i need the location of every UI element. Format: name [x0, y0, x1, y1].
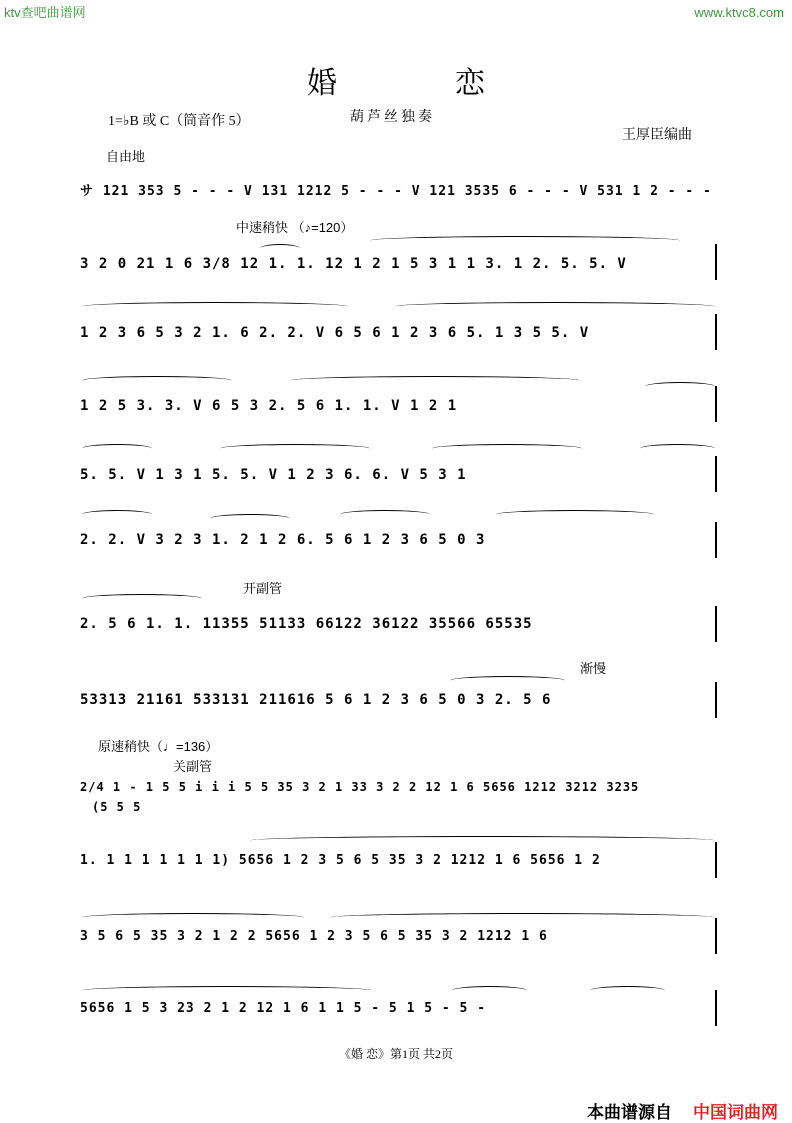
slur — [370, 236, 680, 245]
slur — [290, 376, 580, 385]
slur — [496, 510, 654, 519]
bar-line — [715, 990, 717, 1026]
slur — [82, 302, 348, 311]
bar-line — [715, 386, 717, 422]
source-label: 本曲谱源自 — [587, 1103, 672, 1122]
bar-line — [715, 918, 717, 954]
slur — [82, 510, 152, 519]
watermark-right: www.ktvc8.com — [694, 5, 784, 20]
key-signature: 1=♭B 或 C（筒音作 5） — [108, 114, 250, 129]
tempo-slower: 渐慢 — [580, 661, 607, 676]
score-row-9: 2/4 1 - 1 5 5 i i i 5 5 35 3 2 1 33 3 2 2 12 1 6 5656 1212 3212 3235 — [80, 780, 640, 794]
slur — [450, 676, 565, 685]
slur — [432, 444, 582, 453]
tempo-close-pipe: 关副管 — [173, 759, 213, 774]
bar-line — [715, 314, 717, 350]
score-row-11: 3 5 6 5 35 3 2 1 2 2 5656 1 2 3 5 6 5 35 3 2 1212 1 6 — [80, 929, 548, 944]
page-footer: 《婚 恋》第1页 共2页 — [338, 1047, 453, 1061]
bar-line — [715, 456, 717, 492]
slur — [645, 382, 715, 391]
source-site-link[interactable]: 中国词曲网 — [693, 1103, 778, 1122]
slur — [260, 244, 300, 253]
tempo-original: 原速稍快（♩=136） — [98, 739, 219, 754]
slur — [250, 836, 715, 845]
score-row-4: 1 2 5 3. 3. V 6 5 3 2. 5 6 1. 1. V 1 2 1 — [80, 398, 458, 414]
score-row-2: 3 2 0 21 1 6 3/8 12 1. 1. 12 1 2 1 5 3 1 1 3. 1 2. 5. 5. V — [80, 256, 627, 272]
slur — [82, 986, 372, 995]
slur — [395, 302, 715, 311]
bar-line — [715, 244, 717, 280]
slur — [590, 986, 665, 995]
second-voice: (5 5 5 — [92, 800, 142, 814]
slur — [640, 444, 715, 453]
watermark-left: ktv查吧曲谱网 — [4, 5, 86, 20]
score-row-7: 2. 5 6 1. 1. 11355 51133 66122 36122 35566 65535 — [80, 616, 533, 632]
slur — [340, 510, 430, 519]
slur — [220, 444, 370, 453]
score-row-3: 1 2 3 6 5 3 2 1. 6 2. 2. V 6 5 6 1 2 3 6 5. 1 3 5 5. V — [80, 325, 590, 341]
score-row-8: 53313 21161 533131 211616 5 6 1 2 3 6 5 0 3 2. 5 6 — [80, 692, 552, 708]
slur — [82, 913, 304, 922]
score-row-12: 5656 1 5 3 23 2 1 2 12 1 6 1 1 5 - 5 1 5 - 5 - — [80, 1001, 487, 1016]
tempo-moderate: 中速稍快 （♪=120） — [236, 220, 354, 235]
slur — [330, 913, 715, 922]
slur — [82, 594, 202, 603]
bar-line — [715, 522, 717, 558]
score-row-10: 1. 1 1 1 1 1 1 1) 5656 1 2 3 5 6 5 35 3 2 1212 1 6 5656 1 2 — [80, 853, 601, 868]
score-row-5: 5. 5. V 1 3 1 5. 5. V 1 2 3 6. 6. V 5 3 1 — [80, 467, 467, 483]
slur — [82, 444, 152, 453]
bar-line — [715, 606, 717, 642]
composer: 王厚臣编曲 — [622, 126, 692, 142]
bar-line — [715, 842, 717, 878]
slur — [210, 514, 290, 523]
slur — [82, 376, 232, 385]
page-title: 婚恋 — [307, 66, 603, 101]
slur — [452, 986, 527, 995]
score-row-6: 2. 2. V 3 2 3 1. 2 1 2 6. 5 6 1 2 3 6 5 0 3 — [80, 532, 486, 548]
tempo-open-pipe: 开副管 — [243, 581, 283, 596]
subtitle: 葫芦丝独奏 — [350, 108, 435, 124]
tempo-free: 自由地 — [106, 149, 146, 164]
bar-line — [715, 682, 717, 718]
score-row-1: サ 121 353 5 - - - V 131 1212 5 - - - V 121 3535 6 - - - V 531 1 2 - - - — [80, 184, 712, 199]
